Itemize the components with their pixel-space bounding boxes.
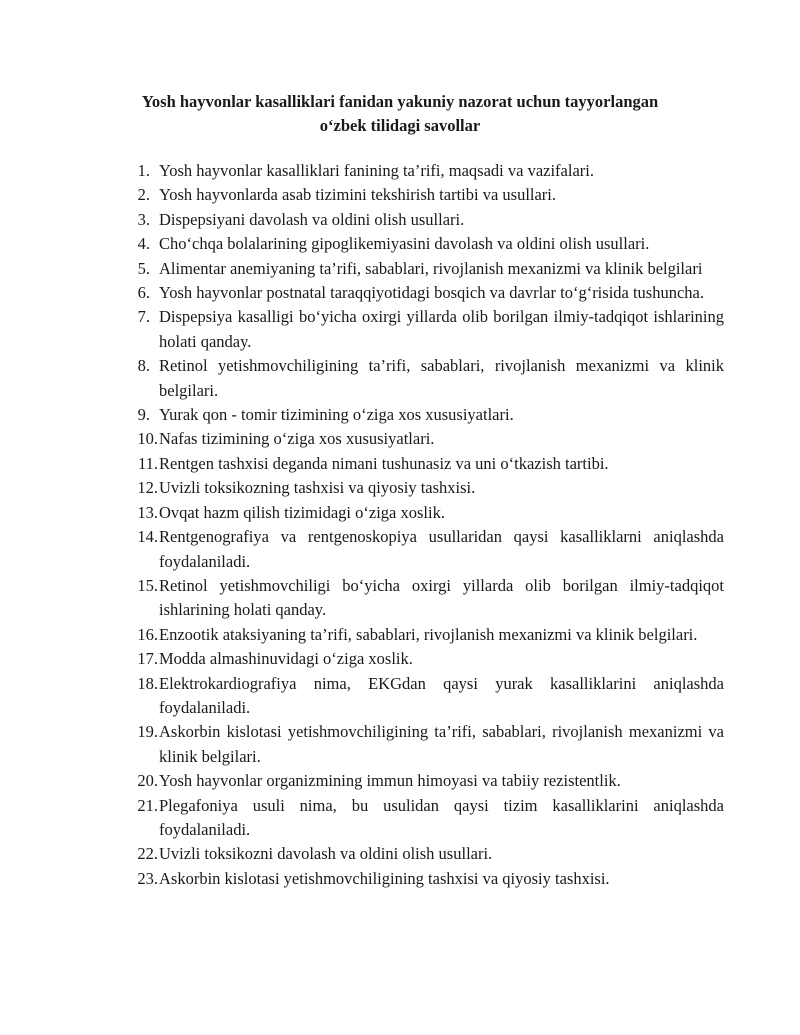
list-item: [130, 403, 724, 427]
list-item: [130, 281, 724, 305]
question-text: Elektrokardiografiya nima, EKGdan qaysi yurak kasalliklarini aniqlashda foydalaniladi.: [159, 673, 724, 717]
question-text: Retinol yetishmovchiligining ta’rifi, sabablari, rivojlanish mexanizmi va klinik belgilari.: [159, 356, 724, 400]
list-item: [130, 476, 724, 500]
question-text: Retinol yetishmovchiligi bo‘yicha oxirgi yillarda olib borilgan ilmiy-tadqiqot ishlarining holati qanday.: [159, 575, 724, 620]
title-line-1: Yosh hayvonlar kasalliklari fanidan yakuniy nazorat uchun tayyorlangan: [141, 92, 659, 111]
list-item: [130, 501, 724, 525]
question-number: 8.: [137, 356, 150, 376]
question-text: Askorbin kislotasi yetishmovchiligining ta’rifi, sabablari, rivojlanish mexanizmi va klinik belgilari.: [159, 722, 724, 766]
question-text: Alimentar anemiyaning ta’rifi, sabablari, rivojlanish mexanizmi va klinik belgilari: [159, 258, 703, 278]
list-item: [130, 769, 724, 793]
question-number: 20.: [137, 771, 158, 791]
question-number: 4.: [137, 234, 150, 254]
question-number: 7.: [137, 307, 150, 327]
list-item: [130, 867, 724, 891]
questions-list: [130, 159, 724, 891]
question-text: Cho‘chqa bolalarining gipoglikemiyasini davolash va oldini olish usullari.: [159, 234, 650, 254]
list-item: [130, 452, 724, 476]
list-item: [130, 842, 724, 866]
question-text: Dispepsiyani davolash va oldini olish usullari.: [159, 209, 465, 229]
question-text: Uvizli toksikozni davolash va oldini olish usullari.: [159, 844, 493, 864]
question-number: 22.: [137, 844, 158, 864]
list-item: [130, 305, 724, 354]
question-number: 12.: [137, 478, 158, 498]
question-number: 9.: [137, 405, 150, 425]
question-number: 18.: [137, 673, 158, 693]
list-item: [130, 525, 724, 574]
title-line-2: o‘zbek tilidagi savollar: [319, 116, 481, 135]
list-item: [130, 720, 724, 769]
list-item: [130, 159, 724, 183]
question-number: 23.: [137, 868, 158, 888]
question-number: 16.: [137, 624, 158, 644]
list-item: [130, 232, 724, 256]
question-text: Plegafoniya usuli nima, bu usulidan qaysi tizim kasalliklarini aniqlashda foydalaniladi.: [159, 795, 724, 839]
question-text: Uvizli toksikozning tashxisi va qiyosiy tashxisi.: [159, 478, 476, 498]
question-number: 2.: [137, 185, 150, 205]
list-item: [130, 183, 724, 207]
question-number: 19.: [137, 722, 158, 742]
list-item: [130, 672, 724, 721]
document-title: [100, 90, 700, 138]
list-item: [130, 427, 724, 451]
question-number: 14.: [137, 527, 158, 547]
question-number: 17.: [137, 649, 158, 669]
list-item: [130, 623, 724, 647]
list-item: [130, 574, 724, 623]
list-item: [130, 208, 724, 232]
question-text: Yosh hayvonlar postnatal taraqqiyotidagi bosqich va davrlar to‘g‘risida tushuncha.: [159, 283, 704, 303]
question-text: Askorbin kislotasi yetishmovchiligining tashxisi va qiyosiy tashxisi.: [159, 868, 610, 888]
question-text: Nafas tizimining o‘ziga xos xususiyatlari.: [159, 429, 435, 449]
list-item: [130, 354, 724, 403]
list-item: [130, 647, 724, 671]
question-text: Rentgenografiya va rentgenoskopiya usullaridan qaysi kasalliklarni aniqlashda foydalaniladi.: [159, 527, 724, 571]
question-number: 1.: [137, 161, 150, 180]
question-number: 3.: [137, 209, 150, 229]
question-number: 10.: [137, 429, 158, 449]
question-number: 15.: [137, 575, 158, 595]
question-number: 5.: [137, 258, 150, 278]
question-text: Ovqat hazm qilish tizimidagi o‘ziga xoslik.: [159, 502, 445, 522]
question-number: 6.: [137, 283, 150, 303]
list-item: [130, 794, 724, 843]
question-text: Rentgen tashxisi deganda nimani tushunasiz va uni o‘tkazish tartibi.: [159, 453, 609, 473]
question-text: Yosh hayvonlar organizmining immun himoyasi va tabiiy rezistentlik.: [159, 771, 621, 791]
question-text: Dispepsiya kasalligi bo‘yicha oxirgi yillarda olib borilgan ilmiy-tadqiqot ishlarining holati qanday.: [159, 307, 724, 351]
question-text: Yosh hayvonlarda asab tizimini tekshirish tartibi va usullari.: [159, 185, 557, 205]
question-text: Yosh hayvonlar kasalliklari fanining ta’rifi, maqsadi va vazifalari.: [159, 161, 594, 180]
question-text: Enzootik ataksiyaning ta’rifi, sabablari, rivojlanish mexanizmi va klinik belgilari.: [159, 624, 698, 644]
question-text: Modda almashinuvidagi o‘ziga xoslik.: [159, 649, 413, 669]
question-text: Yurak qon - tomir tizimining o‘ziga xos xususiyatlari.: [159, 405, 514, 425]
list-item: [130, 257, 724, 281]
question-number: 21.: [137, 795, 158, 815]
question-number: 11.: [137, 453, 158, 473]
question-number: 13.: [137, 502, 158, 522]
